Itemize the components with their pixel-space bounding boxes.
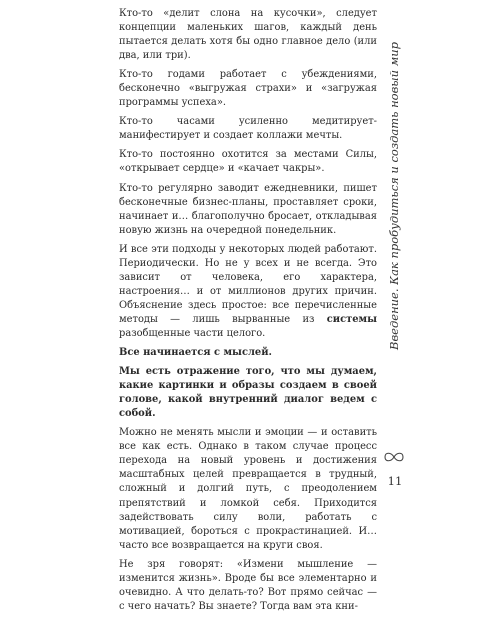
paragraph-approaches	[119, 243, 377, 341]
paragraph-places-of-power: Кто-то постоянно охотится за местами Силы, «открывает сердце» и «качает чакры».	[119, 149, 377, 175]
body-text	[119, 7, 377, 619]
paragraph-beliefs: Кто-то годами работает с убеждениями, бесконечно «выгружая страхи» и «загружая программы успеха».	[119, 69, 377, 109]
section-heading: Все начинается с мыслей.	[119, 347, 272, 359]
paragraph-small-steps: Кто-то «делит слона на кусочки», следует концепции маленьких шагов, каждый день пытается делать хотя бы одно главное дело (или два, или три).	[119, 8, 377, 62]
paragraph-approaches-start: И все эти подходы у некоторых людей работают. Периодически. Но не у всех и не всегда. Это зависит от человека, его характера, настроения… и от миллионов других причин. Объяснение здесь простое: все перечисленные методы — лишь вырванные из	[119, 243, 377, 325]
paragraph-change-mindset: Не зря говорят: «Измени мышление — изменится жизнь». Вроде бы все элементарно и очевидно. А что делать-то? Вот прямо сейчас — с чего начать? Вы знаете? Тогда вам эта кни-	[119, 558, 377, 612]
page-number: 11	[387, 474, 403, 488]
running-head	[384, 42, 404, 472]
emphasis-systems: системы	[326, 313, 377, 325]
bold-statement: Мы есть отражение того, что мы думаем, какие картинки и образы создаем в своей голове, какой внутренний диалог ведем с собой.	[119, 366, 377, 420]
paragraph-change-thoughts: Можно не менять мысли и эмоции — и оставить все как есть. Однако в таком случае процесс перехода на новый уровень и достижения масштабных целей превращается в трудный, сложный и долгий путь, с преодолением препятствий и ломкой себя. Приходится задействовать силу воли, работать с мотивацией, бороться с прокрастинацией. И… часто все возвращается на круги своя.	[119, 427, 377, 551]
paragraph-planners: Кто-то регулярно заводит ежедневники, пишет бесконечные бизнес-планы, проставляет сроки, начинает и… благополучно бросает, откладывая новую жизнь на очередной понедельник.	[119, 182, 377, 236]
running-head-text: Введение. Как пробудиться и создать новый мир	[387, 42, 401, 350]
infinity-ornament-icon	[381, 451, 407, 463]
paragraph-approaches-end: разобщенные части целого.	[119, 327, 266, 339]
paragraph-meditation: Кто-то часами усиленно медитирует-манифестирует и создает коллажи мечты.	[119, 116, 377, 142]
